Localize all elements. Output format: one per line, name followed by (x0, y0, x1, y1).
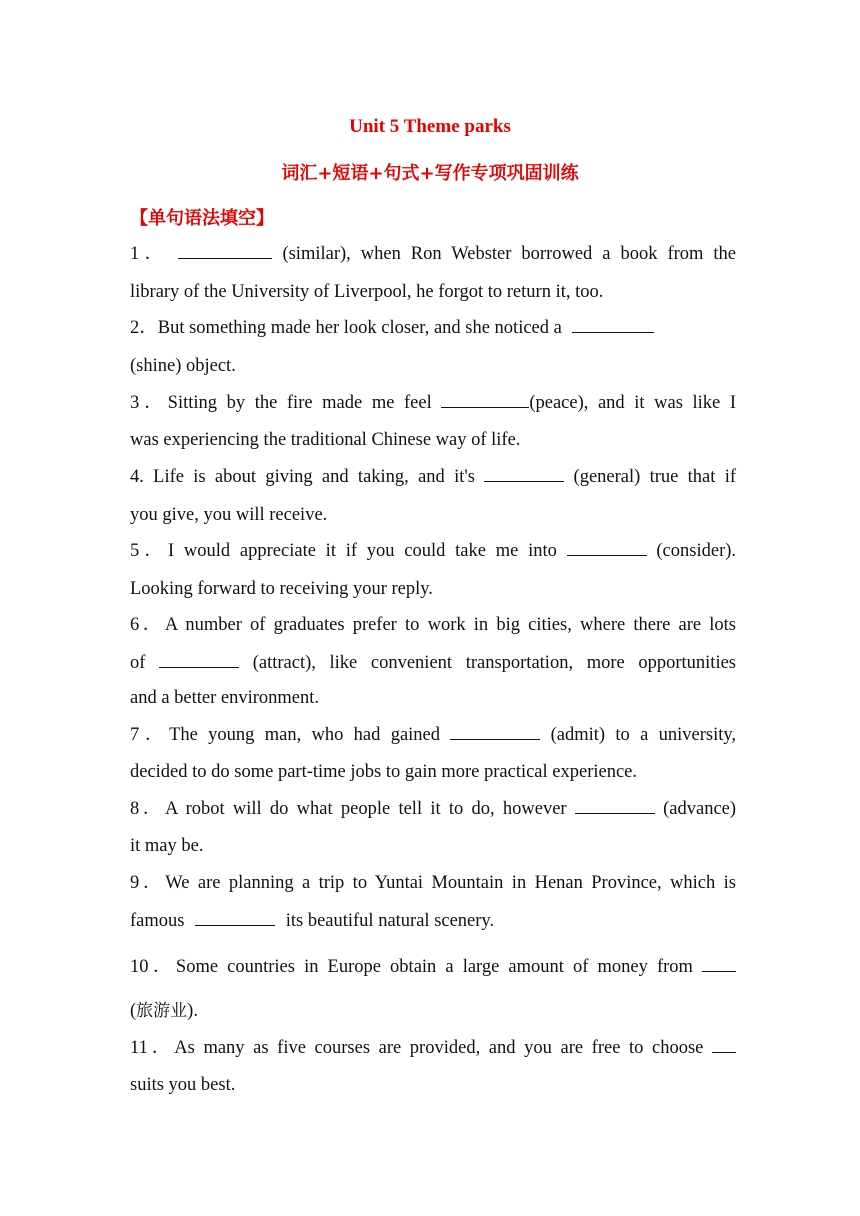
question-5-hint: (consider). (656, 541, 737, 561)
question-10-paren-close: ). (187, 1001, 198, 1021)
question-6-line-3: and a better environment. (130, 688, 320, 708)
question-7-hint: (admit) to a university, (550, 725, 737, 745)
question-4-line-1 (130, 465, 736, 489)
question-8-line-1 (130, 797, 736, 821)
question-10-text: 10．Some countries in Europe obtain a large amount of money from (130, 957, 693, 977)
question-11-blank[interactable] (712, 1036, 736, 1053)
question-11-text: 11．As many as five courses are provided, and you are free to choose (130, 1038, 704, 1058)
question-6-line-1: 6．A number of graduates prefer to work in big cities, where there are lots (130, 615, 736, 635)
question-10-blank[interactable] (702, 955, 736, 972)
question-4-blank[interactable] (484, 465, 564, 482)
question-1-number: 1． (130, 244, 169, 264)
question-7-text: 7．The young man, who had gained (130, 725, 441, 745)
question-2-text: 2．But something made her look closer, and she noticed a (130, 318, 562, 338)
question-11-line-2: suits you best. (130, 1075, 236, 1095)
question-9-line-1: 9．We are planning a trip to Yuntai Mountain in Henan Province, which is (130, 873, 736, 893)
question-6-blank[interactable] (159, 651, 239, 668)
question-5-line-1 (130, 539, 736, 563)
question-3-blank[interactable] (441, 391, 529, 408)
question-9-blank[interactable] (195, 909, 275, 926)
question-1-text: (similar), when Ron Webster borrowed a book from the (282, 244, 736, 264)
question-8-blank[interactable] (575, 797, 655, 814)
question-7-line-2: decided to do some part-time jobs to gain more practical experience. (130, 762, 638, 782)
question-1-blank[interactable] (178, 242, 272, 259)
question-4-hint: (general) true that if (573, 467, 737, 487)
question-5-line-2: Looking forward to receiving your reply. (130, 579, 433, 599)
question-4-line-2: you give, you will receive. (130, 505, 328, 525)
question-4-text: 4. Life is about giving and taking, and it's (130, 467, 475, 487)
question-5-text: 5．I would appreciate it if you could take me into (130, 541, 557, 561)
question-3-line-1 (130, 391, 736, 415)
question-6-line-2 (130, 651, 736, 675)
question-3-line-2: was experiencing the traditional Chinese way of life. (130, 430, 521, 450)
question-2-line-2: (shine) object. (130, 356, 236, 376)
question-1-line-2: library of the University of Liverpool, he forgot to return it, too. (130, 282, 604, 302)
question-8-hint: (advance) (663, 799, 737, 819)
question-1-line-1 (130, 242, 736, 266)
question-7-line-1 (130, 723, 736, 747)
question-10-line-2 (130, 999, 736, 1023)
question-9-line-2 (130, 909, 736, 933)
section-heading: 【单句语法填空】 (130, 208, 274, 229)
question-8-line-2: it may be. (130, 836, 204, 856)
question-6-text: of (130, 653, 146, 673)
question-9-text: famous (130, 911, 185, 931)
question-3-hint: (peace), and it was like I (529, 393, 736, 413)
exercise-subtitle: 词汇+短语+句式+写作专项巩固训练 (281, 163, 579, 184)
unit-title: Unit 5 Theme parks (349, 116, 511, 137)
question-5-blank[interactable] (567, 539, 647, 556)
question-2-blank[interactable] (572, 316, 654, 333)
question-11-line-1 (130, 1036, 736, 1060)
question-2-line-1 (130, 316, 736, 340)
question-10-line-1 (130, 955, 736, 979)
question-7-blank[interactable] (450, 723, 540, 740)
question-9-hint: its beautiful natural scenery. (285, 911, 495, 931)
question-8-text: 8．A robot will do what people tell it to do, however (130, 799, 567, 819)
question-10-hint: 旅游业 (136, 1001, 188, 1021)
question-10-paren-open: ( (130, 1001, 137, 1021)
question-6-hint: (attract), like convenient transportation, more opportunities (252, 653, 736, 673)
question-3-text: 3．Sitting by the fire made me feel (130, 393, 432, 413)
